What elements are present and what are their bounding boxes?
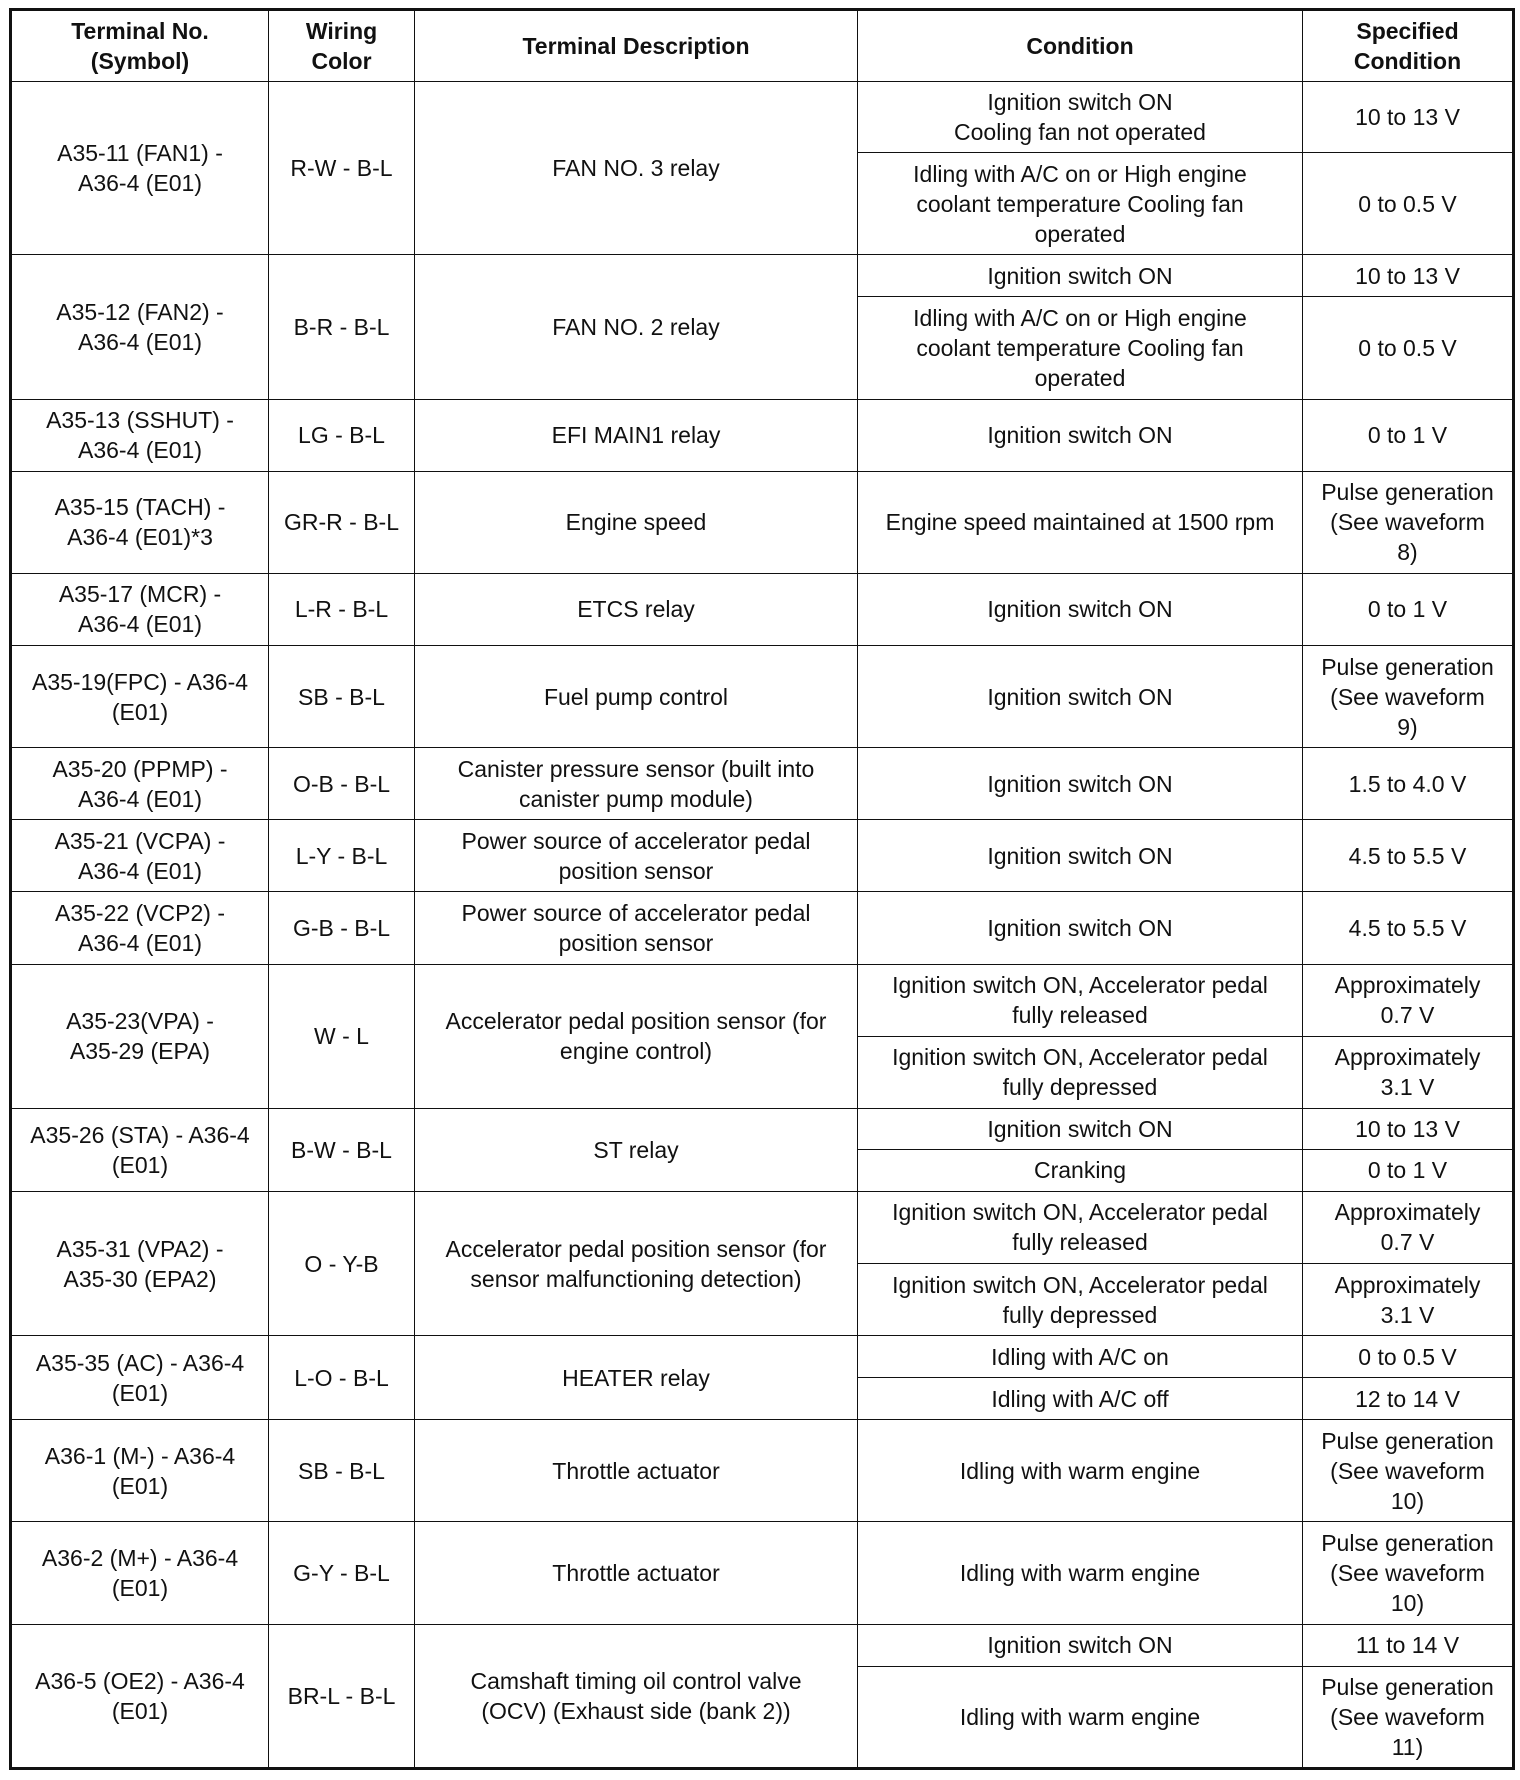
condition-cell: Ignition switch ON <box>858 645 1303 747</box>
description-cell: Fuel pump control <box>415 645 858 747</box>
description-cell: Camshaft timing oil control valve (OCV) (Exhaust side (bank 2)) <box>415 1624 858 1768</box>
table-row <box>11 82 1514 153</box>
condition-cell: Idling with warm engine <box>858 1666 1303 1768</box>
specified-condition-cell: Approximately 3.1 V <box>1303 1264 1514 1336</box>
terminal-cell: A35-35 (AC) - A36-4 (E01) <box>11 1336 269 1420</box>
terminal-cell: A35-26 (STA) - A36-4 (E01) <box>11 1108 269 1191</box>
description-cell: Canister pressure sensor (built into canister pump module) <box>415 748 858 820</box>
description-cell: Throttle actuator <box>415 1420 858 1522</box>
header-terminal-no: Terminal No. (Symbol) <box>11 10 269 82</box>
specified-condition-cell: 10 to 13 V <box>1303 1108 1514 1149</box>
terminal-cell: A35-17 (MCR) - A36-4 (E01) <box>11 573 269 645</box>
table-row <box>11 1522 1514 1624</box>
specified-condition-cell: Pulse generation (See waveform 11) <box>1303 1666 1514 1768</box>
specified-condition-cell: 1.5 to 4.0 V <box>1303 748 1514 820</box>
condition-cell: Ignition switch ON <box>858 573 1303 645</box>
wiring-color-cell: BR-L - B-L <box>269 1624 415 1768</box>
terminal-cell: A35-31 (VPA2) - A35-30 (EPA2) <box>11 1191 269 1335</box>
specified-condition-cell: Pulse generation (See waveform 10) <box>1303 1420 1514 1522</box>
specified-condition-cell: Approximately 3.1 V <box>1303 1036 1514 1108</box>
wiring-color-cell: SB - B-L <box>269 1420 415 1522</box>
specified-condition-cell: Approximately 0.7 V <box>1303 964 1514 1036</box>
condition-cell: Ignition switch ON <box>858 820 1303 892</box>
table-row <box>11 892 1514 964</box>
specified-condition-cell: 0 to 1 V <box>1303 573 1514 645</box>
specified-condition-cell: 0 to 0.5 V <box>1303 153 1514 255</box>
specified-condition-cell: 4.5 to 5.5 V <box>1303 820 1514 892</box>
header-condition: Condition <box>858 10 1303 82</box>
table-row <box>11 1420 1514 1522</box>
specified-condition-cell: Approximately 0.7 V <box>1303 1191 1514 1263</box>
description-cell: Power source of accelerator pedal position sensor <box>415 892 858 964</box>
specified-condition-cell: Pulse generation (See waveform 9) <box>1303 645 1514 747</box>
specified-condition-cell: 0 to 1 V <box>1303 1149 1514 1191</box>
terminal-cell: A35-23(VPA) - A35-29 (EPA) <box>11 964 269 1108</box>
condition-cell: Ignition switch ON, Accelerator pedal fully released <box>858 1191 1303 1263</box>
header-wiring-color: Wiring Color <box>269 10 415 82</box>
wiring-color-cell: G-B - B-L <box>269 892 415 964</box>
description-cell: Accelerator pedal position sensor (for sensor malfunctioning detection) <box>415 1191 858 1335</box>
specified-condition-cell: 10 to 13 V <box>1303 255 1514 297</box>
specified-condition-cell: 12 to 14 V <box>1303 1378 1514 1420</box>
specified-condition-cell: 0 to 1 V <box>1303 399 1514 471</box>
condition-cell: Idling with A/C on or High engine coolant temperature Cooling fan operated <box>858 153 1303 255</box>
condition-cell: Cranking <box>858 1149 1303 1191</box>
description-cell: EFI MAIN1 relay <box>415 399 858 471</box>
wiring-color-cell: L-O - B-L <box>269 1336 415 1420</box>
condition-cell: Idling with A/C on or High engine coolant temperature Cooling fan operated <box>858 297 1303 399</box>
terminal-cell: A35-15 (TACH) - A36-4 (E01)*3 <box>11 471 269 573</box>
table-row <box>11 1108 1514 1149</box>
terminal-cell: A35-11 (FAN1) - A36-4 (E01) <box>11 82 269 255</box>
condition-cell: Ignition switch ON <box>858 1624 1303 1666</box>
condition-cell: Idling with warm engine <box>858 1420 1303 1522</box>
wiring-color-cell: G-Y - B-L <box>269 1522 415 1624</box>
table-row <box>11 471 1514 573</box>
terminal-cell: A36-5 (OE2) - A36-4 (E01) <box>11 1624 269 1768</box>
description-cell: Throttle actuator <box>415 1522 858 1624</box>
wiring-color-cell: L-R - B-L <box>269 573 415 645</box>
terminal-spec-table <box>9 8 1515 1770</box>
condition-cell: Engine speed maintained at 1500 rpm <box>858 471 1303 573</box>
wiring-color-cell: R-W - B-L <box>269 82 415 255</box>
description-cell: ETCS relay <box>415 573 858 645</box>
wiring-color-cell: B-W - B-L <box>269 1108 415 1191</box>
table-row <box>11 1624 1514 1666</box>
spec-table-container <box>9 8 1512 1770</box>
condition-cell: Idling with A/C off <box>858 1378 1303 1420</box>
condition-cell: Ignition switch ON <box>858 399 1303 471</box>
condition-cell: Ignition switch ON, Accelerator pedal fully released <box>858 964 1303 1036</box>
table-row <box>11 255 1514 297</box>
terminal-cell: A35-12 (FAN2) - A36-4 (E01) <box>11 255 269 399</box>
wiring-color-cell: W - L <box>269 964 415 1108</box>
description-cell: HEATER relay <box>415 1336 858 1420</box>
condition-cell: Idling with A/C on <box>858 1336 1303 1378</box>
condition-cell: Ignition switch ON <box>858 748 1303 820</box>
terminal-cell: A35-20 (PPMP) - A36-4 (E01) <box>11 748 269 820</box>
table-row <box>11 645 1514 747</box>
table-row <box>11 573 1514 645</box>
wiring-color-cell: B-R - B-L <box>269 255 415 399</box>
terminal-cell: A35-22 (VCP2) - A36-4 (E01) <box>11 892 269 964</box>
description-cell: Engine speed <box>415 471 858 573</box>
specified-condition-cell: 4.5 to 5.5 V <box>1303 892 1514 964</box>
condition-cell: Ignition switch ON Cooling fan not operated <box>858 82 1303 153</box>
description-cell: FAN NO. 3 relay <box>415 82 858 255</box>
condition-cell: Ignition switch ON <box>858 1108 1303 1149</box>
table-row <box>11 399 1514 471</box>
header-terminal-description: Terminal Description <box>415 10 858 82</box>
wiring-color-cell: GR-R - B-L <box>269 471 415 573</box>
condition-cell: Idling with warm engine <box>858 1522 1303 1624</box>
specified-condition-cell: Pulse generation (See waveform 10) <box>1303 1522 1514 1624</box>
wiring-color-cell: SB - B-L <box>269 645 415 747</box>
condition-cell: Ignition switch ON, Accelerator pedal fully depressed <box>858 1036 1303 1108</box>
header-specified-condition: Specified Condition <box>1303 10 1514 82</box>
terminal-cell: A35-21 (VCPA) - A36-4 (E01) <box>11 820 269 892</box>
condition-cell: Ignition switch ON <box>858 255 1303 297</box>
terminal-cell: A35-13 (SSHUT) - A36-4 (E01) <box>11 399 269 471</box>
condition-cell: Ignition switch ON, Accelerator pedal fully depressed <box>858 1264 1303 1336</box>
description-cell: Accelerator pedal position sensor (for engine control) <box>415 964 858 1108</box>
specified-condition-cell: 10 to 13 V <box>1303 82 1514 153</box>
table-body <box>11 82 1514 1769</box>
description-cell: ST relay <box>415 1108 858 1191</box>
specified-condition-cell: Pulse generation (See waveform 8) <box>1303 471 1514 573</box>
terminal-cell: A36-1 (M-) - A36-4 (E01) <box>11 1420 269 1522</box>
description-cell: FAN NO. 2 relay <box>415 255 858 399</box>
specified-condition-cell: 0 to 0.5 V <box>1303 1336 1514 1378</box>
table-row <box>11 1191 1514 1263</box>
table-row <box>11 964 1514 1036</box>
table-row <box>11 748 1514 820</box>
specified-condition-cell: 0 to 0.5 V <box>1303 297 1514 399</box>
table-row <box>11 820 1514 892</box>
terminal-cell: A36-2 (M+) - A36-4 (E01) <box>11 1522 269 1624</box>
terminal-cell: A35-19(FPC) - A36-4 (E01) <box>11 645 269 747</box>
specified-condition-cell: 11 to 14 V <box>1303 1624 1514 1666</box>
wiring-color-cell: O-B - B-L <box>269 748 415 820</box>
table-row <box>11 1336 1514 1378</box>
wiring-color-cell: O - Y-B <box>269 1191 415 1335</box>
wiring-color-cell: L-Y - B-L <box>269 820 415 892</box>
wiring-color-cell: LG - B-L <box>269 399 415 471</box>
header-row <box>11 10 1514 82</box>
description-cell: Power source of accelerator pedal position sensor <box>415 820 858 892</box>
condition-cell: Ignition switch ON <box>858 892 1303 964</box>
